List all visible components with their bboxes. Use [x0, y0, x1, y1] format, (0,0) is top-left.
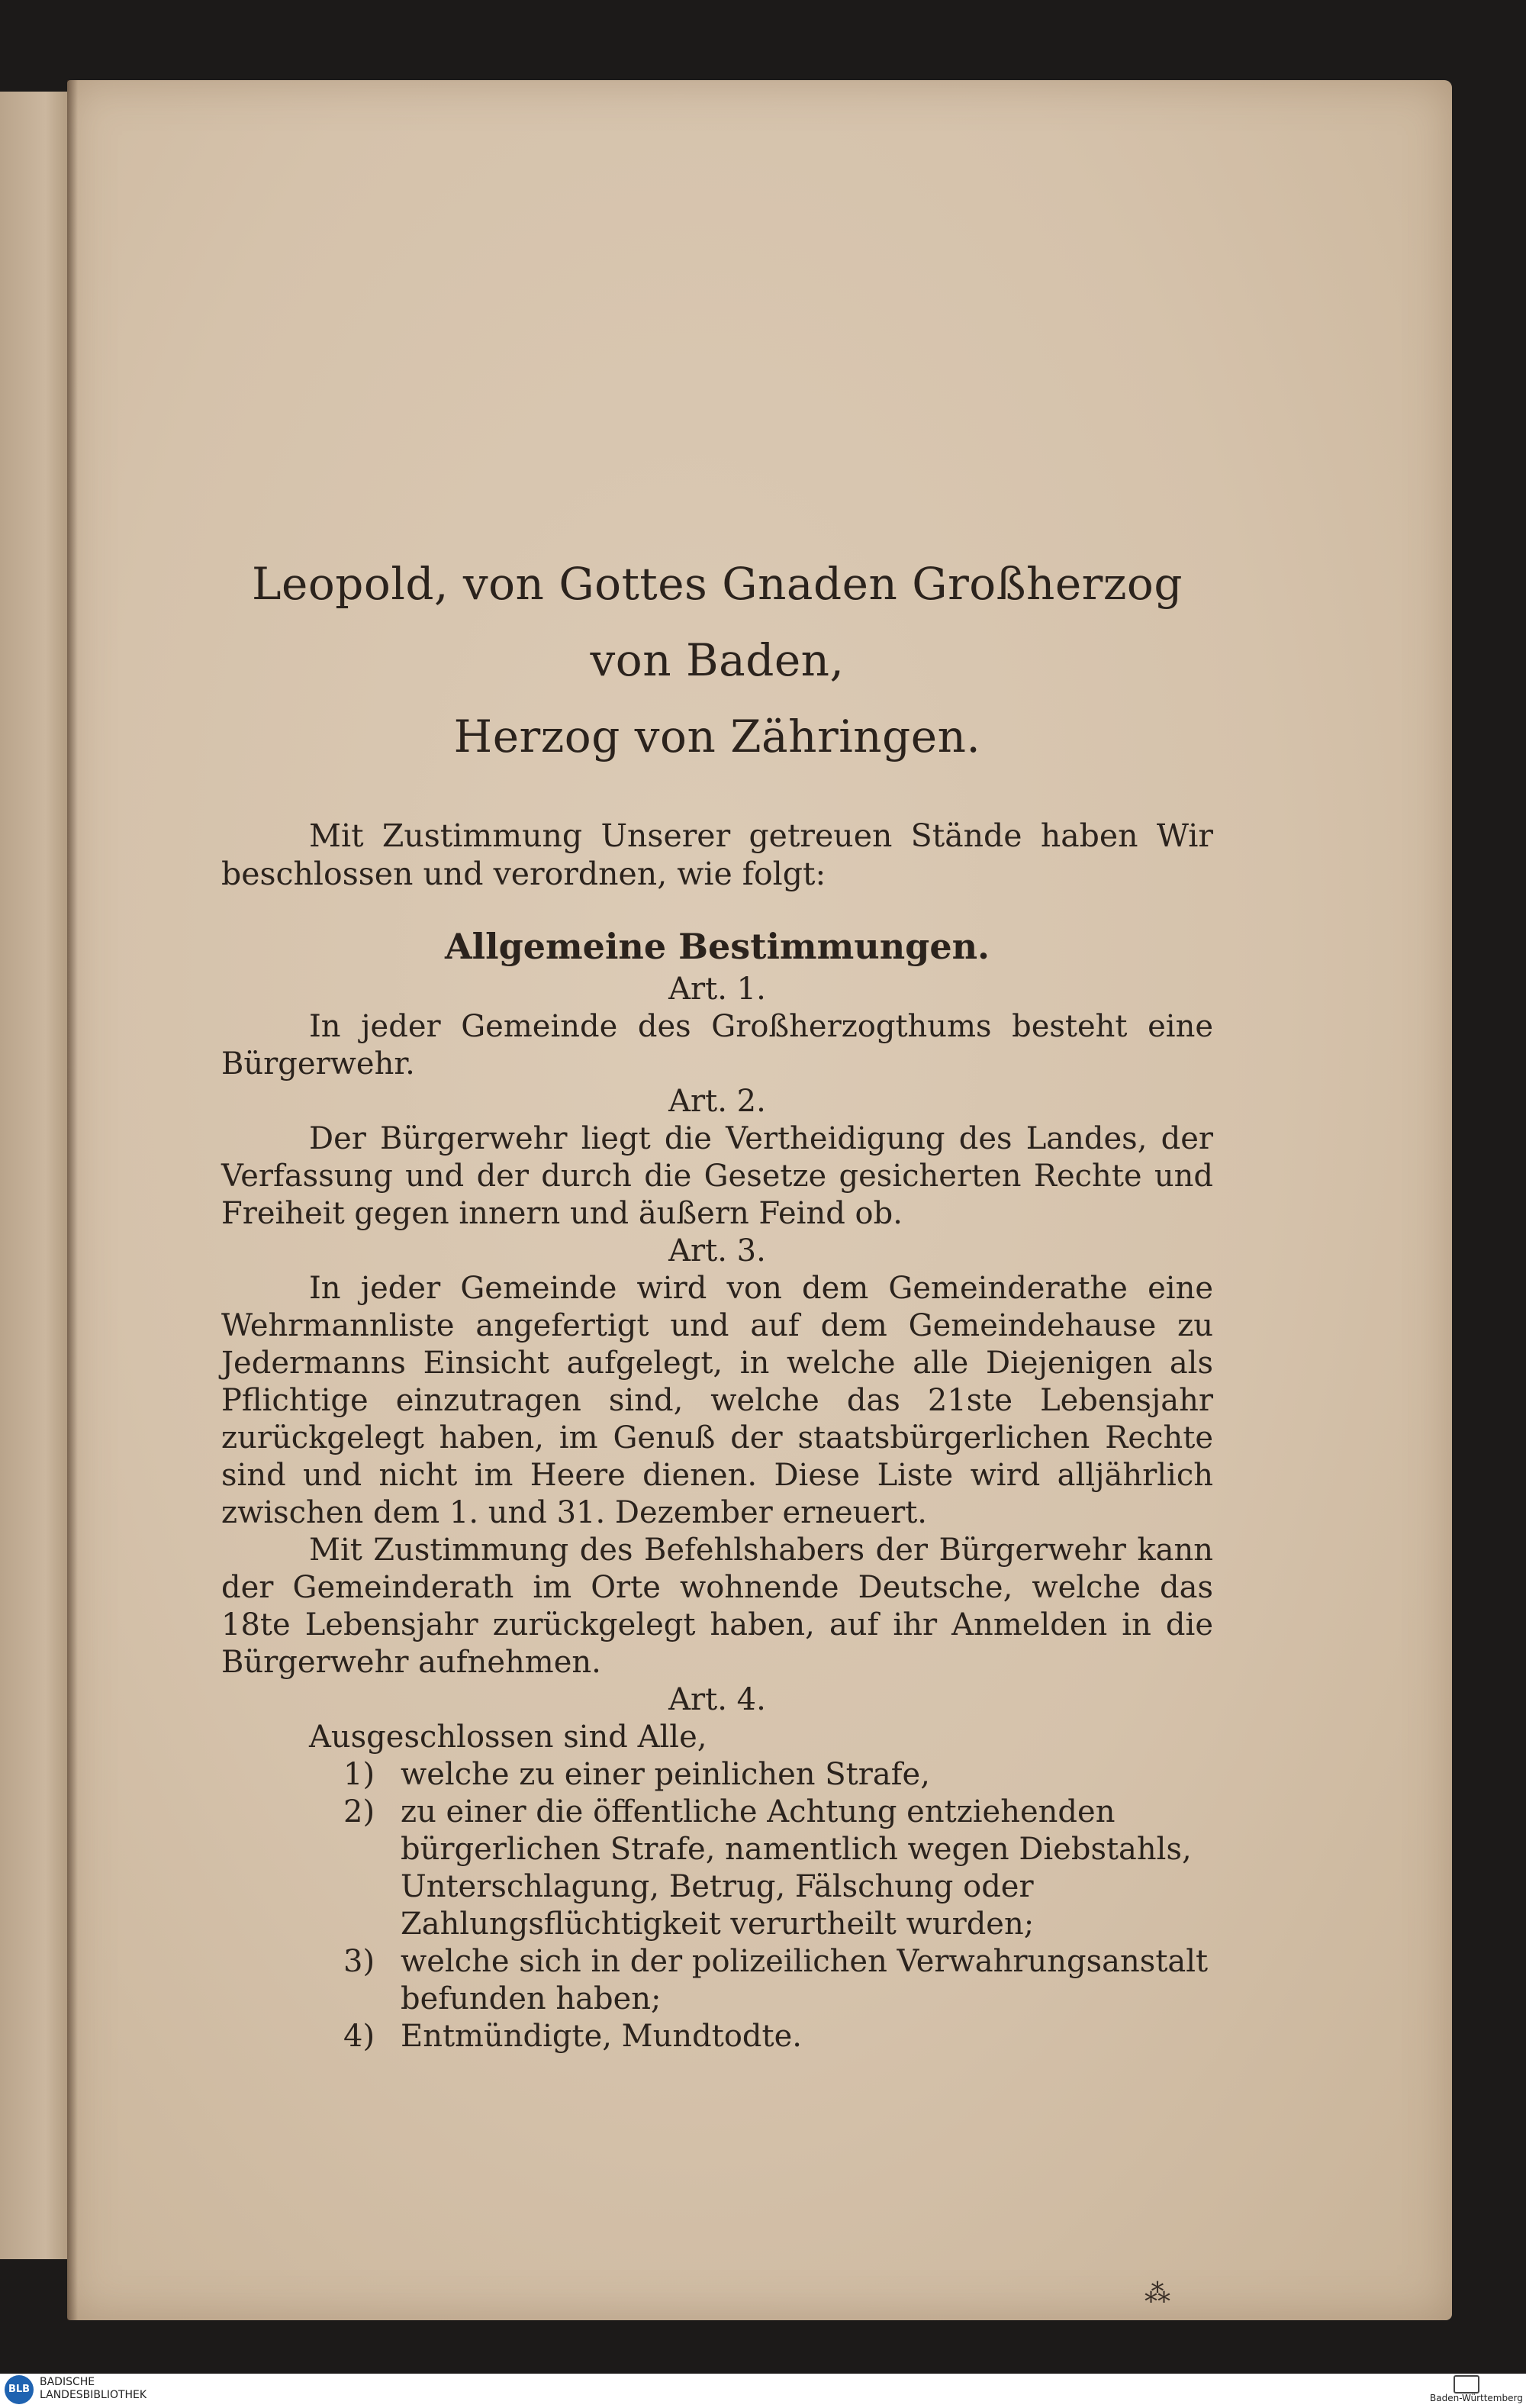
article-heading: Art. 4.	[668, 1682, 766, 1717]
article-paragraph: Mit Zustimmung des Befehlshabers der Bürgerwehr kann der Gemeinderath im Orte wohnende Deutsche, welche das 18te Lebensjahr zurückgelegt haben, auf ihr Anmelden in die Bürgerwehr aufnehmen.	[221, 1533, 1213, 1680]
article-heading: Art. 1.	[668, 972, 766, 1007]
list-item	[221, 1943, 1213, 2018]
library-name[interactable]	[40, 2376, 146, 2402]
viewer-footer	[0, 2374, 1526, 2408]
signature-mark: ⁂	[1144, 2278, 1170, 2309]
list-text: welche sich in der polizeilichen Verwahrungsanstalt befunden haben;	[401, 1944, 1209, 2016]
document-body	[221, 546, 1213, 2055]
exclusion-list	[221, 1756, 1213, 2055]
list-number: 4)	[343, 2019, 375, 2054]
article-paragraph: Der Bürgerwehr liegt die Vertheidigung des Landes, der Verfassung und der durch die Gesetze gesicherten Rechte und Freiheit gegen innern und äußern Feind ob.	[221, 1121, 1213, 1231]
article-heading: Art. 2.	[668, 1084, 766, 1119]
library-logo-icon[interactable]: BLB	[5, 2375, 34, 2404]
region-label[interactable]: Baden-Württemberg	[1430, 2393, 1523, 2403]
spine-shadow	[67, 80, 78, 2320]
library-name-line-2: LANDESBIBLIOTHEK	[40, 2389, 147, 2401]
document-title	[221, 546, 1213, 775]
list-number: 2)	[343, 1794, 375, 1829]
list-item	[221, 2018, 1213, 2055]
intro-paragraph: Mit Zustimmung Unserer getreuen Stände haben Wir beschlossen und verordnen, wie folgt:	[221, 817, 1213, 892]
bleed-through-text	[229, 336, 239, 371]
article-paragraph: Ausgeschlossen sind Alle,	[309, 1720, 707, 1755]
title-line-1: Leopold, von Gottes Gnaden Großherzog von Baden,	[252, 558, 1183, 686]
section-heading: Allgemeine Bestimmungen.	[444, 926, 990, 967]
list-item	[221, 1756, 1213, 1794]
title-line-2: Herzog von Zähringen.	[453, 711, 981, 762]
state-coat-of-arms-icon[interactable]	[1454, 2375, 1479, 2393]
article-paragraph: In jeder Gemeinde des Großherzogthums besteht eine Bürgerwehr.	[221, 1009, 1213, 1082]
list-text: zu einer die öffentliche Achtung entziehenden bürgerlichen Strafe, namentlich wegen Diebstahls, Unterschlagung, Betrug, Fälschung oder Zahlungsflüchtigkeit verurtheilt wurden;	[401, 1794, 1192, 1942]
article-3	[221, 1233, 1213, 1681]
list-item	[221, 1794, 1213, 1943]
list-number: 1)	[343, 1757, 375, 1792]
list-text: Entmündigte, Mundtodte.	[401, 2019, 802, 2054]
adjacent-page-edge	[0, 92, 76, 2259]
article-heading: Art. 3.	[668, 1233, 766, 1268]
article-4	[221, 1681, 1213, 2055]
library-name-line-1: BADISCHE	[40, 2376, 95, 2388]
article-1	[221, 971, 1213, 1083]
list-number: 3)	[343, 1944, 375, 1979]
article-paragraph: In jeder Gemeinde wird von dem Gemeinderathe eine Wehrmannliste angefertigt und auf dem Gemeindehause zu Jedermanns Einsicht aufgelegt, in welche alle Diejenigen als Pflichtige einzutragen sind, welche das 21ste Lebensjahr zurückgelegt haben, im Genuß der staatsbürgerlichen Rechte sind und nicht im Heere dienen. Diese Liste wird alljährlich zwischen dem 1. und 31. Dezember erneuert.	[221, 1271, 1213, 1530]
list-text: welche zu einer peinlichen Strafe,	[401, 1757, 930, 1792]
article-2	[221, 1083, 1213, 1233]
